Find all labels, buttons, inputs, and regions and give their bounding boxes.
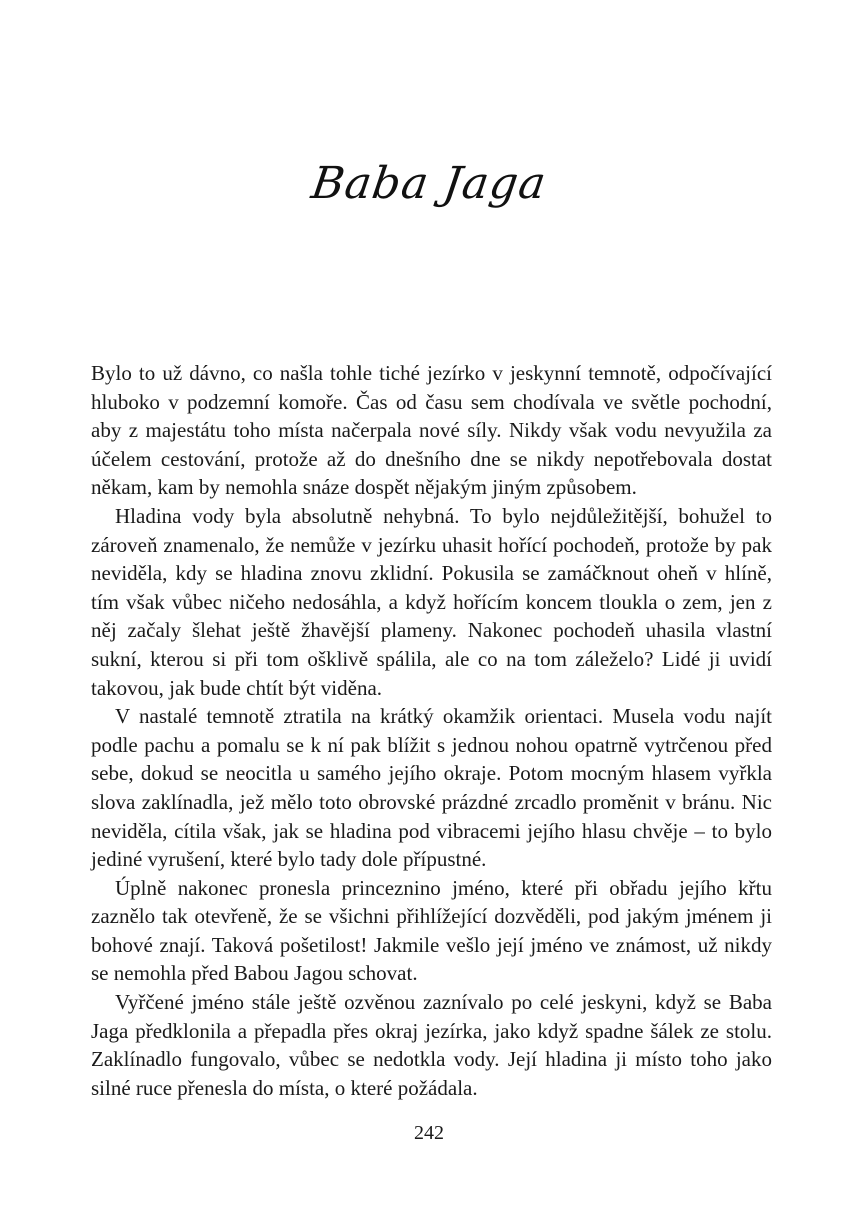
paragraph: Bylo to už dávno, co našla tohle tiché jezírko v jeskynní temnotě, odpočívající hluboko v podzemní komoře. Čas od času sem chodívala ve světle pochodní, aby z majestátu toho místa načerpala nové síly. Nikdy však vodu nevyužila za účelem cestování, protože až do dnešního dne se nikdy nepotřebovala dostat někam, kam by nemohla snáze dospět nějakým jiným způsobem. — [91, 361, 772, 500]
paragraph: Hladina vody byla absolutně nehybná. To bylo nejdůležitější, bohužel to zároveň znamenalo, že nemůže v jezírku uhasit hořící pochodeň, protože by pak neviděla, kdy se hladina znovu zklidní. Pokusila se zamáčknout oheň v hlíně, tím však vůbec ničeho nedosáhla, a když hořícím koncem tloukla o zem, jen z něj začaly šlehat ještě žhavější plameny. Nakonec pochodeň uhasila vlastní sukní, kterou si při tom ošklivě spálila, ale co na tom záleželo? Lidé ji uvidí takovou, jak bude chtít být viděna. — [91, 503, 772, 700]
chapter-title: Baba Jaga — [308, 158, 550, 209]
paragraph: Úplně nakonec pronesla princeznino jméno, které při obřadu jejího křtu zaznělo tak otevřeně, že se všichni přihlížející dozvěděli, pod jakým jménem ji bohové znají. Taková pošetilost! Jakmile vešlo její jméno ve známost, už nikdy se nemohla před Babou Jagou schovat. — [91, 875, 772, 986]
page-number: 242 — [414, 1122, 444, 1144]
body-text — [91, 359, 772, 1102]
paragraph: Vyřčené jméno stále ještě ozvěnou zaznívalo po celé jeskyni, když se Baba Jaga předklonila a přepadla přes okraj jezírka, jako když spadne šálek ze stolu. Zaklínadlo fungovalo, vůbec se nedotkla vody. Její hladina ji místo toho jako silné ruce přenesla do místa, o které požádala. — [91, 990, 772, 1100]
paragraph: V nastalé temnotě ztratila na krátký okamžik orientaci. Musela vodu najít podle pachu a pomalu se k ní pak blížit s jednou nohou opatrně vytrčenou před sebe, dokud se neocitla u samého jejího okraje. Potom mocným hlasem vyřkla slova zaklínadla, jež mělo toto obrovské prázdné zrcadlo proměnit v bránu. Nic neviděla, cítila však, jak se hladina pod vibracemi jejího hlasu chvěje – to bylo jediné vyrušení, které bylo tady dole přípustné. — [91, 704, 772, 872]
